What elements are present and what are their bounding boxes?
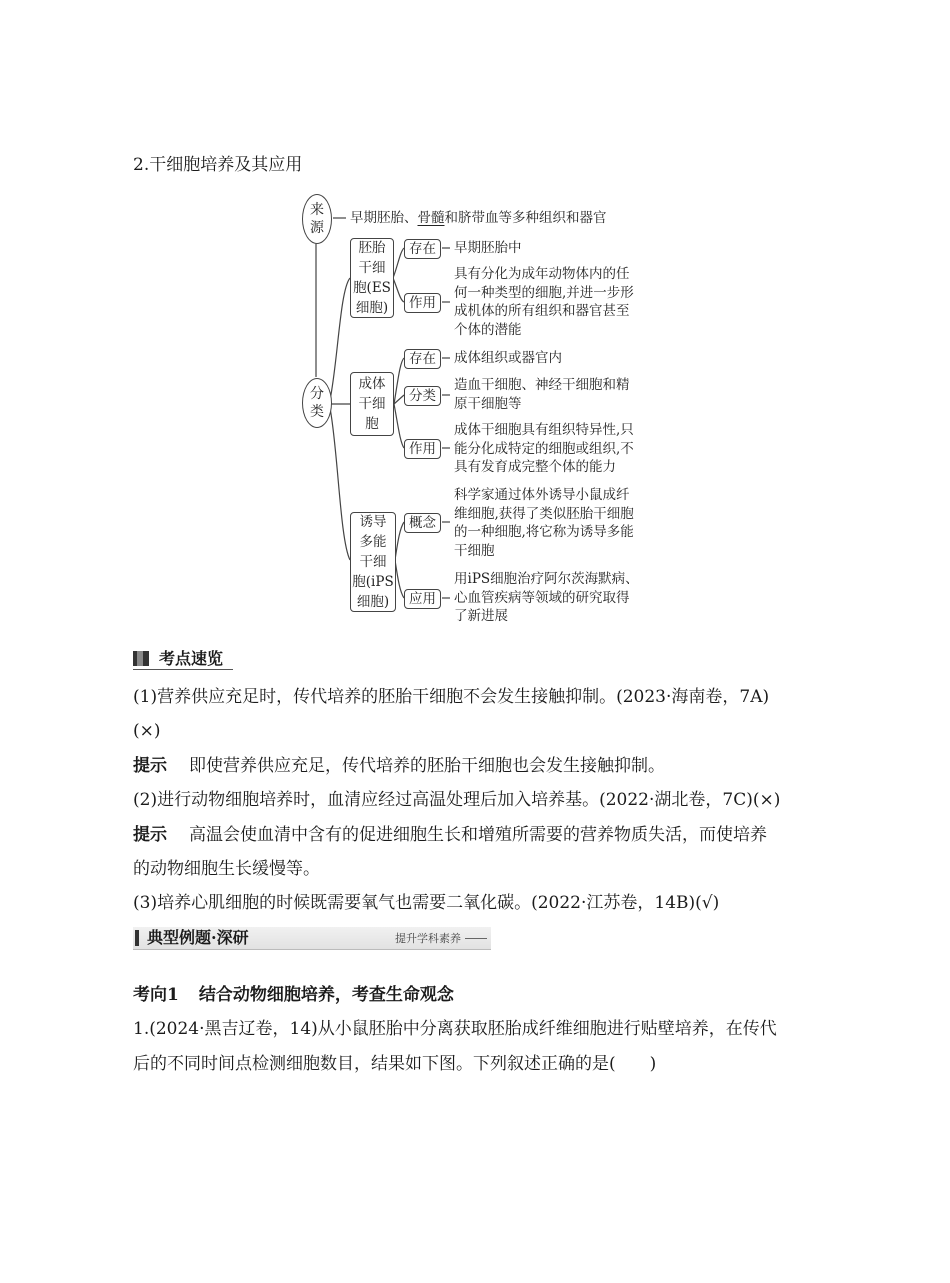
ips-cell-box: 诱导 多能 干细 胞(iPS 细胞)	[350, 512, 396, 612]
banner-title: 典型例题·深研	[147, 928, 249, 947]
question-1-text: (1)营养供应充足时，传代培养的胚胎干细胞不会发生接触抑制。(2023·海南卷，7A)	[133, 687, 770, 707]
question-1-mark: (×)	[133, 721, 161, 741]
question-3-text: (3)培养心肌细胞的时候既需要氧气也需要二氧化碳。(2022·江苏卷，14B)(√)	[133, 893, 720, 913]
es-role-tag: 作用	[404, 293, 441, 313]
examples-banner	[133, 927, 491, 950]
adult-role-tag: 作用	[404, 439, 441, 459]
ips-app-text: 用iPS细胞治疗阿尔茨海默病、 心血管疾病等领域的研究取得 了新进展	[454, 571, 639, 624]
adult-class-tag: 分类	[404, 386, 441, 406]
adult-class-text: 造血干细胞、神经干细胞和精 原干细胞等	[454, 377, 630, 412]
hint-2: 提示 高温会使血清中含有的促进细胞生长和增殖所需要的营养物质失活，而使培养	[133, 825, 767, 845]
example-question-1-line1: 1.(2024·黑吉辽卷，14)从小鼠胚胎中分离获取胚胎成纤维细胞进行贴壁培养，在传代	[133, 1019, 777, 1039]
es-exist-text: 早期胚胎中	[454, 240, 522, 256]
ips-concept-tag: 概念	[404, 513, 441, 533]
direction-line	[133, 984, 454, 1006]
direction-label: 考向1	[133, 985, 179, 1005]
adult-exist-text: 成体组织或器官内	[454, 350, 562, 366]
source-label: 来源	[310, 202, 324, 236]
es-exist-tag: 存在	[404, 239, 441, 259]
source-node	[302, 194, 332, 244]
quick-review-title: 考点速览	[159, 649, 224, 668]
hint-2-continued: 的动物细胞生长缓慢等。	[133, 859, 320, 879]
adult-role-text: 成体干细胞具有组织特异性,只 能分化成特定的细胞或组织,不 具有发育成完整个体的能力	[454, 422, 634, 475]
question-2-text: (2)进行动物细胞培养时，血清应经过高温处理后加入培养基。(2022·湖北卷，7C)(×)	[133, 790, 781, 810]
example-question-1-line2: 后的不同时间点检测细胞数目，结果如下图。下列叙述正确的是( )	[133, 1054, 657, 1074]
adult-cell-box: 成体 干细 胞	[350, 372, 394, 436]
es-role-text: 具有分化为成年动物体内的任 何一种类型的细胞,并进一步形 成机体的所有组织和器官甚至 个体的潜能	[454, 266, 634, 338]
concept-diagram	[0, 0, 950, 640]
direction-text: 结合动物细胞培养，考查生命观念	[198, 985, 454, 1005]
hint-1: 提示 即使营养供应充足，传代培养的胚胎干细胞也会发生接触抑制。	[133, 756, 665, 776]
classification-label: 分类	[310, 386, 324, 420]
banner-subtitle: 提升学科素养	[395, 932, 461, 945]
ips-app-tag: 应用	[404, 589, 441, 609]
ips-concept-text: 科学家通过体外诱导小鼠成纤 维细胞,获得了类似胚胎干细胞 的一种细胞,将它称为诱导多能 干细胞	[454, 487, 634, 559]
es-cell-box: 胚胎 干细 胞(ES 细胞)	[350, 238, 394, 318]
source-text: 早期胚胎、骨髓和脐带血等多种组织和器官	[350, 210, 607, 226]
adult-exist-tag: 存在	[404, 349, 441, 369]
section-title: 2.干细胞培养及其应用	[133, 155, 303, 175]
banner-marker-icon	[135, 930, 139, 946]
classification-node	[302, 378, 332, 428]
